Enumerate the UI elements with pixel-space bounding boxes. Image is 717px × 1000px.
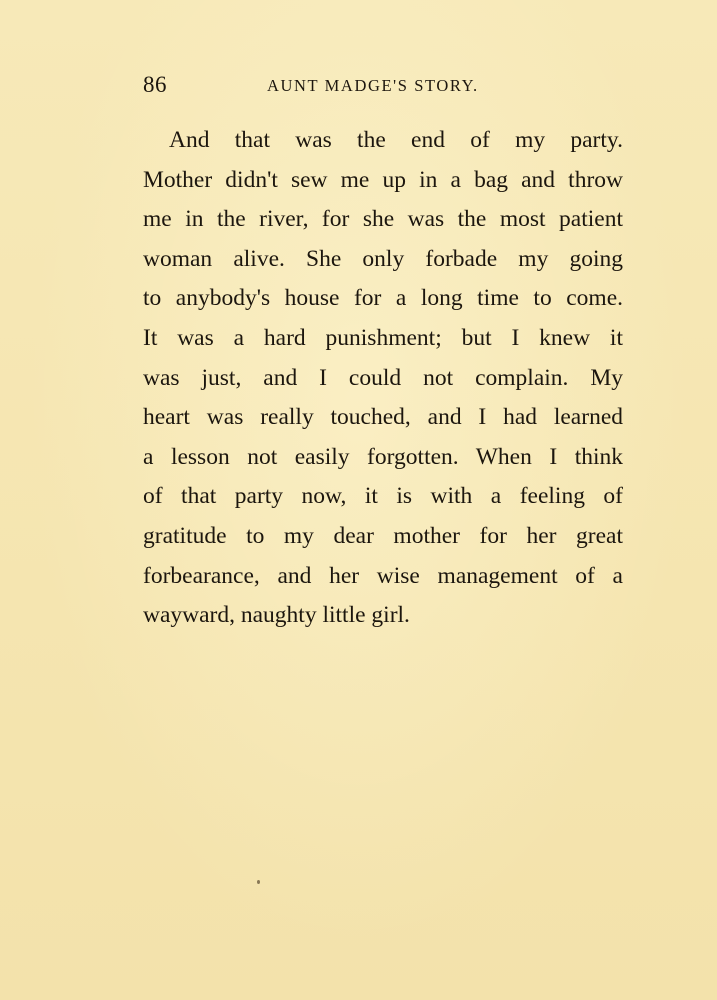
paper-speck: [257, 880, 260, 884]
text-line: forbearance, and her wise management of a: [143, 562, 623, 589]
page-header: [143, 72, 623, 102]
text-line: of that party now, it is with a feeling of: [143, 483, 623, 510]
running-head: AUNT MADGE'S STORY.: [267, 76, 479, 95]
page-number: 86: [143, 72, 167, 97]
text-line: gratitude to my dear mother for her great: [143, 522, 623, 549]
text-line: It was a hard punishment; but I knew it: [143, 324, 623, 351]
text-line: Mother didn't sew me up in a bag and throw: [143, 166, 623, 193]
text-line: And that was the end of my party.: [169, 127, 623, 153]
text-line: heart was really touched, and I had learned: [143, 404, 623, 431]
text-line: to anybody's house for a long time to come.: [143, 285, 623, 312]
text-line: wayward, naughty little girl.: [143, 602, 410, 629]
body-paragraph: [143, 121, 623, 636]
text-line: was just, and I could not complain. My: [143, 364, 623, 391]
text-line: a lesson not easily forgotten. When I think: [143, 443, 623, 470]
text-line: woman alive. She only forbade my going: [143, 245, 623, 272]
text-line: me in the river, for she was the most patient: [143, 206, 623, 233]
